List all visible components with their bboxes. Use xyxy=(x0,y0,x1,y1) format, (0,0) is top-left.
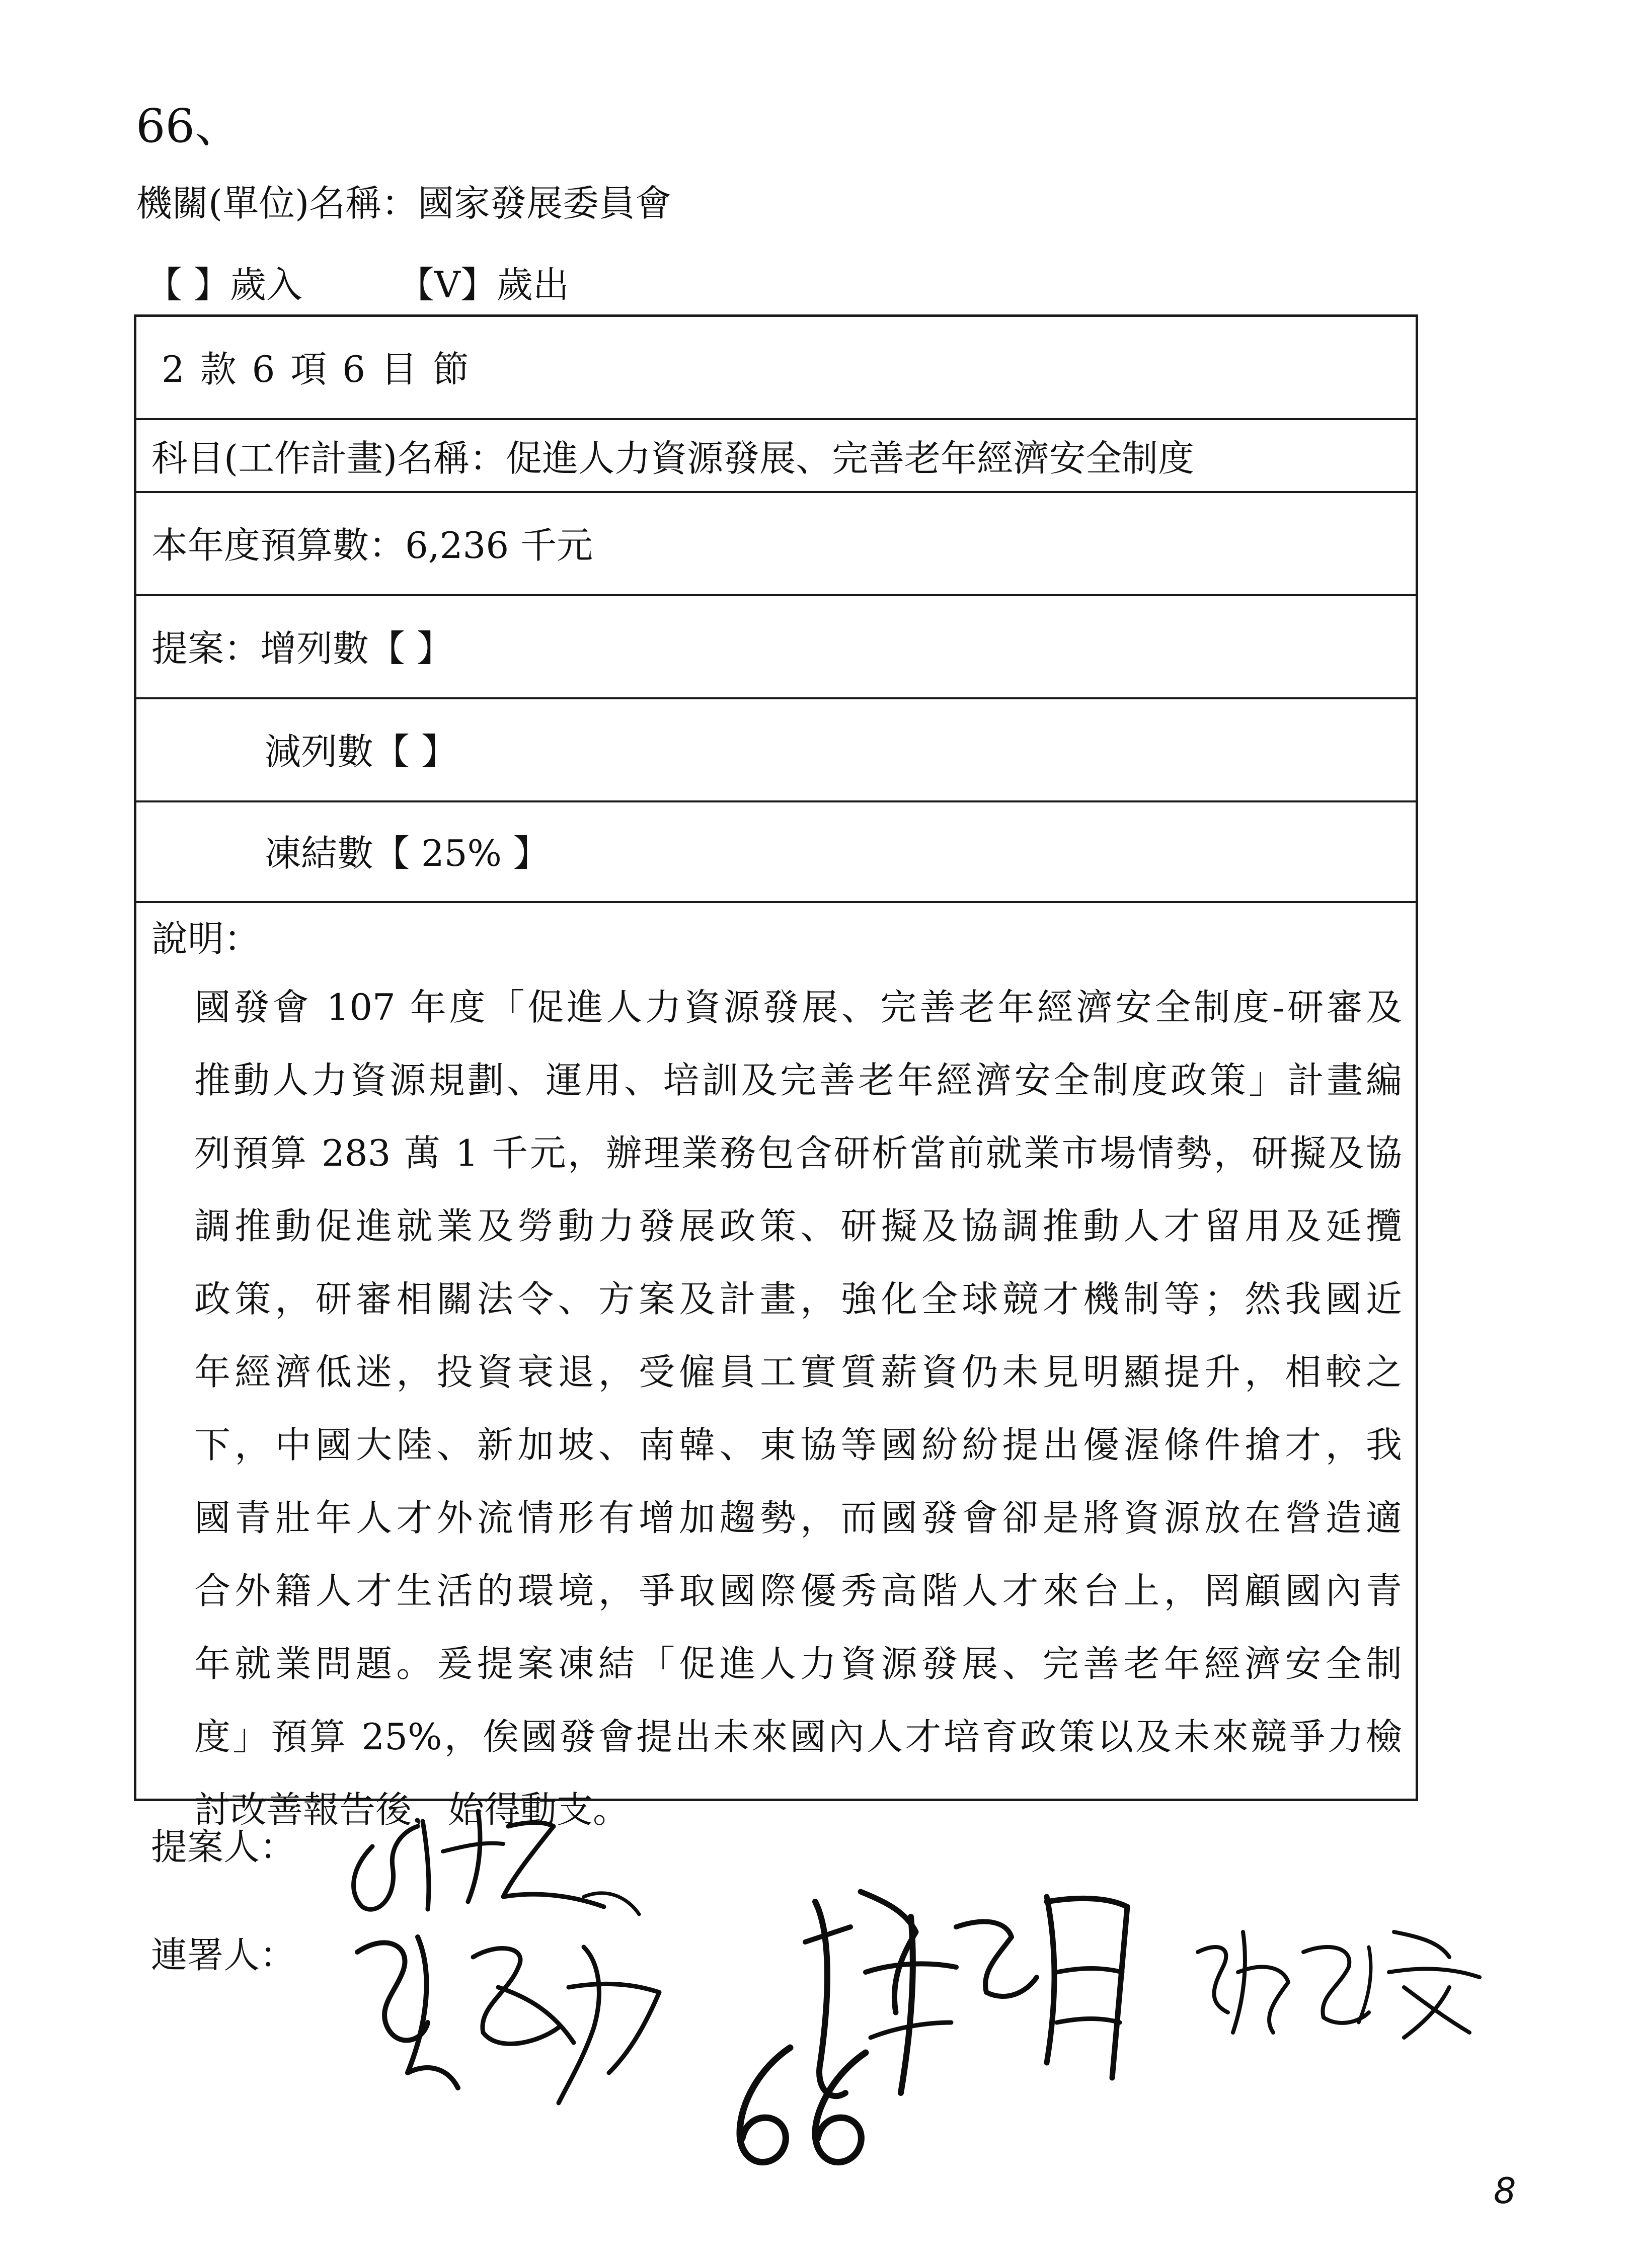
decrease-row xyxy=(136,699,1416,802)
explanation-label: 說明： xyxy=(151,918,261,960)
explanation-line: 調推動促進就業及勞動力發展政策、研擬及協調推動人才留用及延攬 xyxy=(194,1205,1402,1247)
proposer-label: 提案人： xyxy=(151,1826,296,1868)
budget-code-row xyxy=(136,317,1416,420)
subject-text: 科目(工作計畫)名稱：促進人力資源發展、完善老年經濟安全制度 xyxy=(151,437,1195,479)
proposal-form-table xyxy=(134,314,1418,1831)
explanation-line: 國青壯年人才外流情形有增加趨勢，而國發會卻是將資源放在營造適 xyxy=(194,1497,1402,1539)
item-number: 66、 xyxy=(136,99,242,153)
explanation-line: 國發會 107 年度「促進人力資源發展、完善老年經濟安全制度-研審及 xyxy=(194,986,1402,1028)
increase-row xyxy=(136,596,1416,699)
revenue-expenditure-line xyxy=(146,264,569,306)
expenditure-checkbox-label[interactable]: 【V】歲出 xyxy=(398,264,569,306)
explanation-body xyxy=(194,971,1402,1846)
explanation-line: 討改善報告後，始得動支。 xyxy=(194,1789,630,1831)
explanation-line: 度」預算 25%，俟國發會提出未來國內人才培育政策以及未來競爭力檢 xyxy=(194,1716,1402,1758)
freeze-row xyxy=(136,802,1416,903)
increase-text[interactable]: 提案：增列數【 】 xyxy=(151,627,453,670)
explanation-line: 政策，研審相關法令、方案及計畫，強化全球競才機制等；然我國近 xyxy=(194,1278,1402,1320)
explanation-line: 年經濟低迷，投資衰退，受僱員工實質薪資仍未見明顯提升，相較之 xyxy=(194,1351,1402,1393)
subject-row xyxy=(136,420,1416,493)
cosigner-signature-1 xyxy=(347,1912,679,2113)
explanation-line: 推動人力資源規劃、運用、培訓及完善老年經濟安全制度政策」計畫編 xyxy=(194,1059,1402,1101)
cosigner-label: 連署人： xyxy=(151,1934,296,1976)
freeze-text[interactable]: 凍結數【 25% 】 xyxy=(265,832,550,874)
handwritten-number xyxy=(715,2038,896,2178)
cosigner-signature-3 xyxy=(1188,1902,1490,2053)
proposer-signature xyxy=(342,1791,644,1922)
explanation-line: 列預算 283 萬 1 千元，辦理業務包含研析當前就業市場情勢，研擬及協 xyxy=(194,1132,1402,1174)
budget-amount-text: 本年度預算數：6,236 千元 xyxy=(151,524,593,566)
budget-code-text: 2 款 6 項 6 目 節 xyxy=(162,348,471,390)
explanation-row xyxy=(136,903,1416,1831)
explanation-line: 年就業問題。爰提案凍結「促進人力資源發展、完善老年經濟安全制 xyxy=(194,1643,1402,1685)
decrease-text[interactable]: 減列數【 】 xyxy=(265,731,457,773)
agency-name-line: 機關(單位)名稱：國家發展委員會 xyxy=(136,182,672,224)
explanation-line: 下，中國大陸、新加坡、南韓、東協等國紛紛提出優渥條件搶才，我 xyxy=(194,1424,1402,1466)
budget-amount-row xyxy=(136,493,1416,596)
explanation-line: 合外籍人才生活的環境，爭取國際優秀高階人才來台上，罔顧國內青 xyxy=(194,1570,1402,1612)
revenue-checkbox-label[interactable]: 【 】歲入 xyxy=(146,264,302,306)
page-number: 8 xyxy=(1494,2170,1516,2212)
